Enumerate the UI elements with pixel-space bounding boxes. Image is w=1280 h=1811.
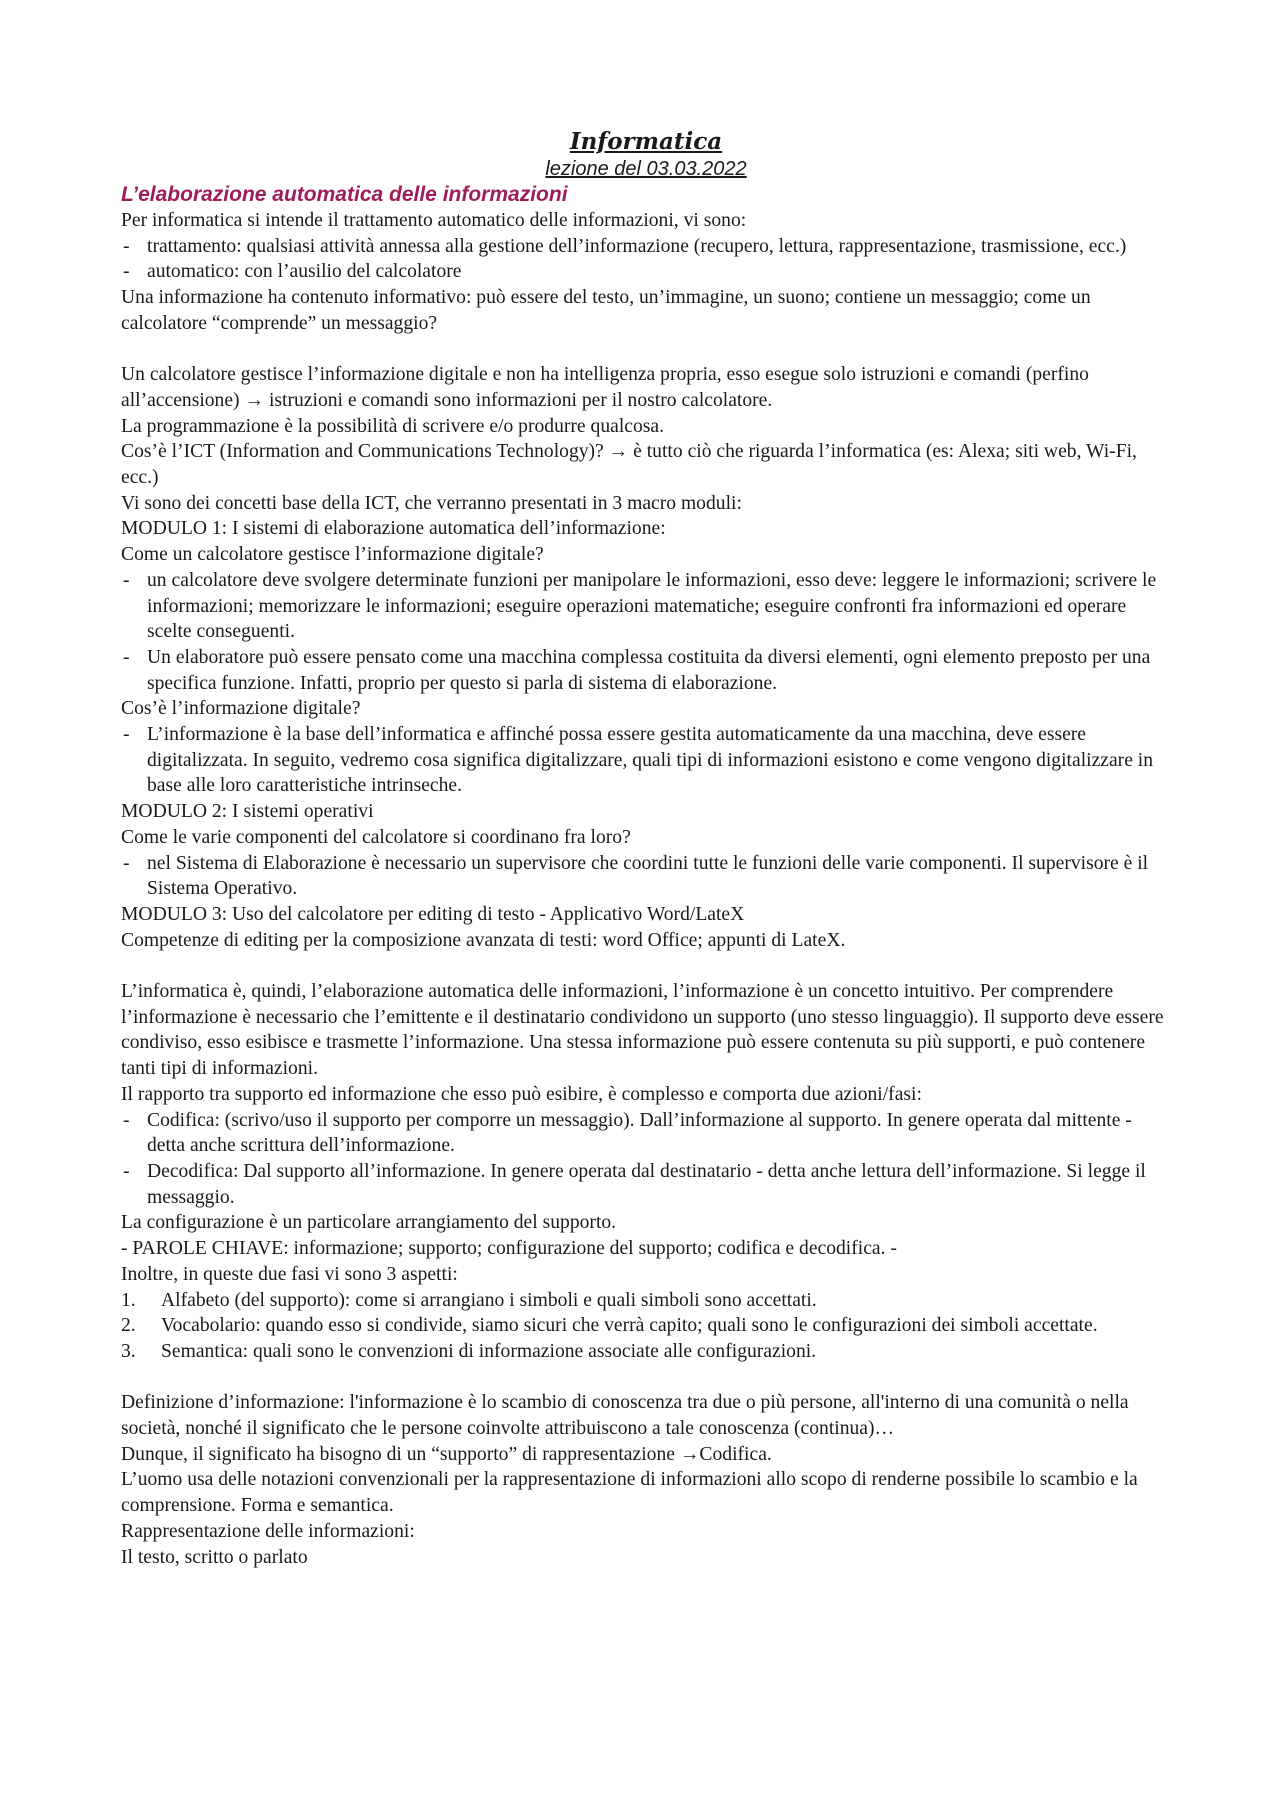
- paragraph: L’uomo usa delle notazioni convenzionali per la rappresentazione di informazioni allo scopo di renderne possibile lo scambio e la comprensione. Forma e semantica.: [121, 1469, 1138, 1517]
- paragraph: Definizione d’informazione: l'informazione è lo scambio di conoscenza tra due o più persone, all'interno di una comunità o nella società, nonché il significato che le persone coinvolte attribuiscono a tale conoscenza (continua)…: [121, 1392, 1129, 1439]
- list-number: 3.: [121, 1340, 136, 1362]
- module-1-title: MODULO 1: I sistemi di elaborazione automatica dell’informazione:: [121, 518, 666, 540]
- dash-marker: -: [123, 235, 130, 257]
- list-item-text: Semantica: quali sono le convenzioni di informazione associate alle configurazioni.: [161, 1340, 817, 1362]
- document-page: [121, 128, 1171, 1570]
- paragraph: Il rapporto tra supporto ed informazione che esso può esibire, è complesso e comporta due azioni/fasi:: [121, 1083, 922, 1105]
- paragraph: Come un calcolatore gestisce l’informazione digitale?: [121, 544, 544, 566]
- paragraph: La programmazione è la possibilità di scrivere e/o produrre qualcosa.: [121, 415, 664, 437]
- list-item-text: nel Sistema di Elaborazione è necessario un supervisore che coordini tutte le funzioni delle varie componenti. Il supervisore è il Sistema Operativo.: [147, 852, 1149, 900]
- dash-marker: -: [123, 569, 130, 591]
- dash-list: [121, 234, 1171, 285]
- dash-marker: -: [123, 724, 130, 746]
- list-item-text: Decodifica: Dal supporto all’informazione. In genere operata dal destinatario - detta anche lettura dell’informazione. Si legge il messaggio.: [147, 1160, 1146, 1208]
- dash-marker: -: [123, 1160, 130, 1182]
- keywords-line: - PAROLE CHIAVE: informazione; supporto; configurazione del supporto; codifica e decodifica. -: [121, 1238, 897, 1260]
- paragraph: Il testo, scritto o parlato: [121, 1546, 308, 1568]
- paragraph: Per informatica si intende il trattamento automatico delle informazioni, vi sono:: [121, 210, 747, 231]
- paragraph: Dunque, il significato ha bisogno di un “supporto” di rappresentazione →Codifica.: [121, 1443, 772, 1465]
- list-item-text: un calcolatore deve svolgere determinate funzioni per manipolare le informazioni, esso deve: leggere le informazioni; scrivere le informazioni; memorizzare le informazioni; eseguire operazioni matematiche; eseguire confronti fra informazioni ed operare scelte conseguenti.: [147, 569, 1157, 643]
- list-item: [121, 568, 1171, 645]
- dash-marker: -: [123, 261, 130, 283]
- list-item-text: L’informazione è la base dell’informatica e affinché possa essere gestita automaticamente da una macchina, deve essere digitalizzata. In seguito, vedremo cosa significa digitalizzare, quali tipi di informazioni esistono e come vengono digitalizzare in base alle loro caratteristiche intrinseche.: [147, 724, 1154, 797]
- dash-list: [121, 722, 1171, 799]
- list-item: [121, 1339, 1171, 1365]
- paragraph: Inoltre, in queste due fasi vi sono 3 aspetti:: [121, 1263, 458, 1285]
- blank-line: [121, 953, 1171, 979]
- list-item: [121, 1313, 1171, 1339]
- list-item: [121, 259, 1171, 285]
- list-item: [121, 851, 1171, 902]
- list-item-text: Alfabeto (del supporto): come si arrangiano i simboli e quali simboli sono accettati.: [161, 1289, 817, 1311]
- list-number: 2.: [121, 1315, 136, 1337]
- paragraph: Vi sono dei concetti base della ICT, che verranno presentati in 3 macro moduli:: [121, 492, 742, 514]
- paragraph: Rappresentazione delle informazioni:: [121, 1520, 415, 1542]
- list-item: [121, 722, 1171, 799]
- list-item: [121, 1288, 1171, 1314]
- numbered-list: [121, 1288, 1171, 1365]
- list-item-text: Vocabolario: quando esso si condivide, siamo sicuri che verrà capito; quali sono le configurazioni dei simboli accettate.: [161, 1315, 1098, 1337]
- lesson-date: lezione del 03.03.2022: [545, 158, 747, 180]
- paragraph: Come le varie componenti del calcolatore si coordinano fra loro?: [121, 826, 631, 848]
- paragraph: Una informazione ha contenuto informativo: può essere del testo, un’immagine, un suono; contiene un messaggio; come un calcolatore “comprende” un messaggio?: [121, 287, 1091, 334]
- paragraph: Un calcolatore gestisce l’informazione digitale e non ha intelligenza propria, esso esegue solo istruzioni e comandi (perfino all’accensione) → istruzioni e comandi sono informazioni per il nostro calcolatore.: [121, 364, 1089, 411]
- blank-line: [121, 1365, 1171, 1391]
- list-item: [121, 234, 1171, 260]
- list-item: [121, 1159, 1171, 1210]
- list-item: [121, 645, 1171, 696]
- dash-marker: -: [123, 646, 130, 668]
- list-item-text: Un elaboratore può essere pensato come una macchina complessa costituita da diversi elementi, ogni elemento preposto per una specifica funzione. Infatti, proprio per questo si parla di sistema di elaborazione.: [147, 646, 1151, 694]
- document-title: Informatica: [569, 128, 723, 155]
- list-number: 1.: [121, 1289, 136, 1311]
- list-item: [121, 1108, 1171, 1159]
- section-heading: L’elaborazione automatica delle informazioni: [121, 183, 568, 206]
- dash-list: [121, 568, 1171, 697]
- module-3-title: MODULO 3: Uso del calcolatore per editing di testo - Applicativo Word/LateX: [121, 903, 745, 925]
- paragraph: Cos’è l’ICT (Information and Communications Technology)? → è tutto ciò che riguarda l’informatica (es: Alexa; siti web, Wi-Fi, ecc.): [121, 441, 1137, 489]
- paragraph: L’informatica è, quindi, l’elaborazione automatica delle informazioni, l’informazione è un concetto intuitivo. Per comprendere l’informazione è necessario che l’emittente e il destinatario condividono un supporto (uno stesso linguaggio). Il supporto deve essere condiviso, esso esibisce e trasmette l’informazione. Una stessa informazione può essere contenuta su più supporti, e può contenere tanti tipi di informazioni.: [121, 981, 1164, 1080]
- list-item-text: Codifica: (scrivo/uso il supporto per comporre un messaggio). Dall’informazione al supporto. In genere operata dal mittente - detta anche scrittura dell’informazione.: [147, 1109, 1132, 1157]
- paragraph: Competenze di editing per la composizione avanzata di testi: word Office; appunti di LateX.: [121, 929, 846, 951]
- dash-list: [121, 851, 1171, 902]
- list-item-text: trattamento: qualsiasi attività annessa alla gestione dell’informazione (recupero, lettura, rappresentazione, trasmissione, ecc.): [147, 235, 1127, 257]
- dash-marker: -: [123, 852, 130, 874]
- blank-line: [121, 337, 1171, 363]
- paragraph: Cos’è l’informazione digitale?: [121, 698, 361, 720]
- dash-marker: -: [123, 1109, 130, 1131]
- module-2-title: MODULO 2: I sistemi operativi: [121, 801, 374, 823]
- list-item-text: automatico: con l’ausilio del calcolatore: [147, 261, 462, 283]
- paragraph: La configurazione è un particolare arrangiamento del supporto.: [121, 1212, 617, 1234]
- dash-list: [121, 1108, 1171, 1211]
